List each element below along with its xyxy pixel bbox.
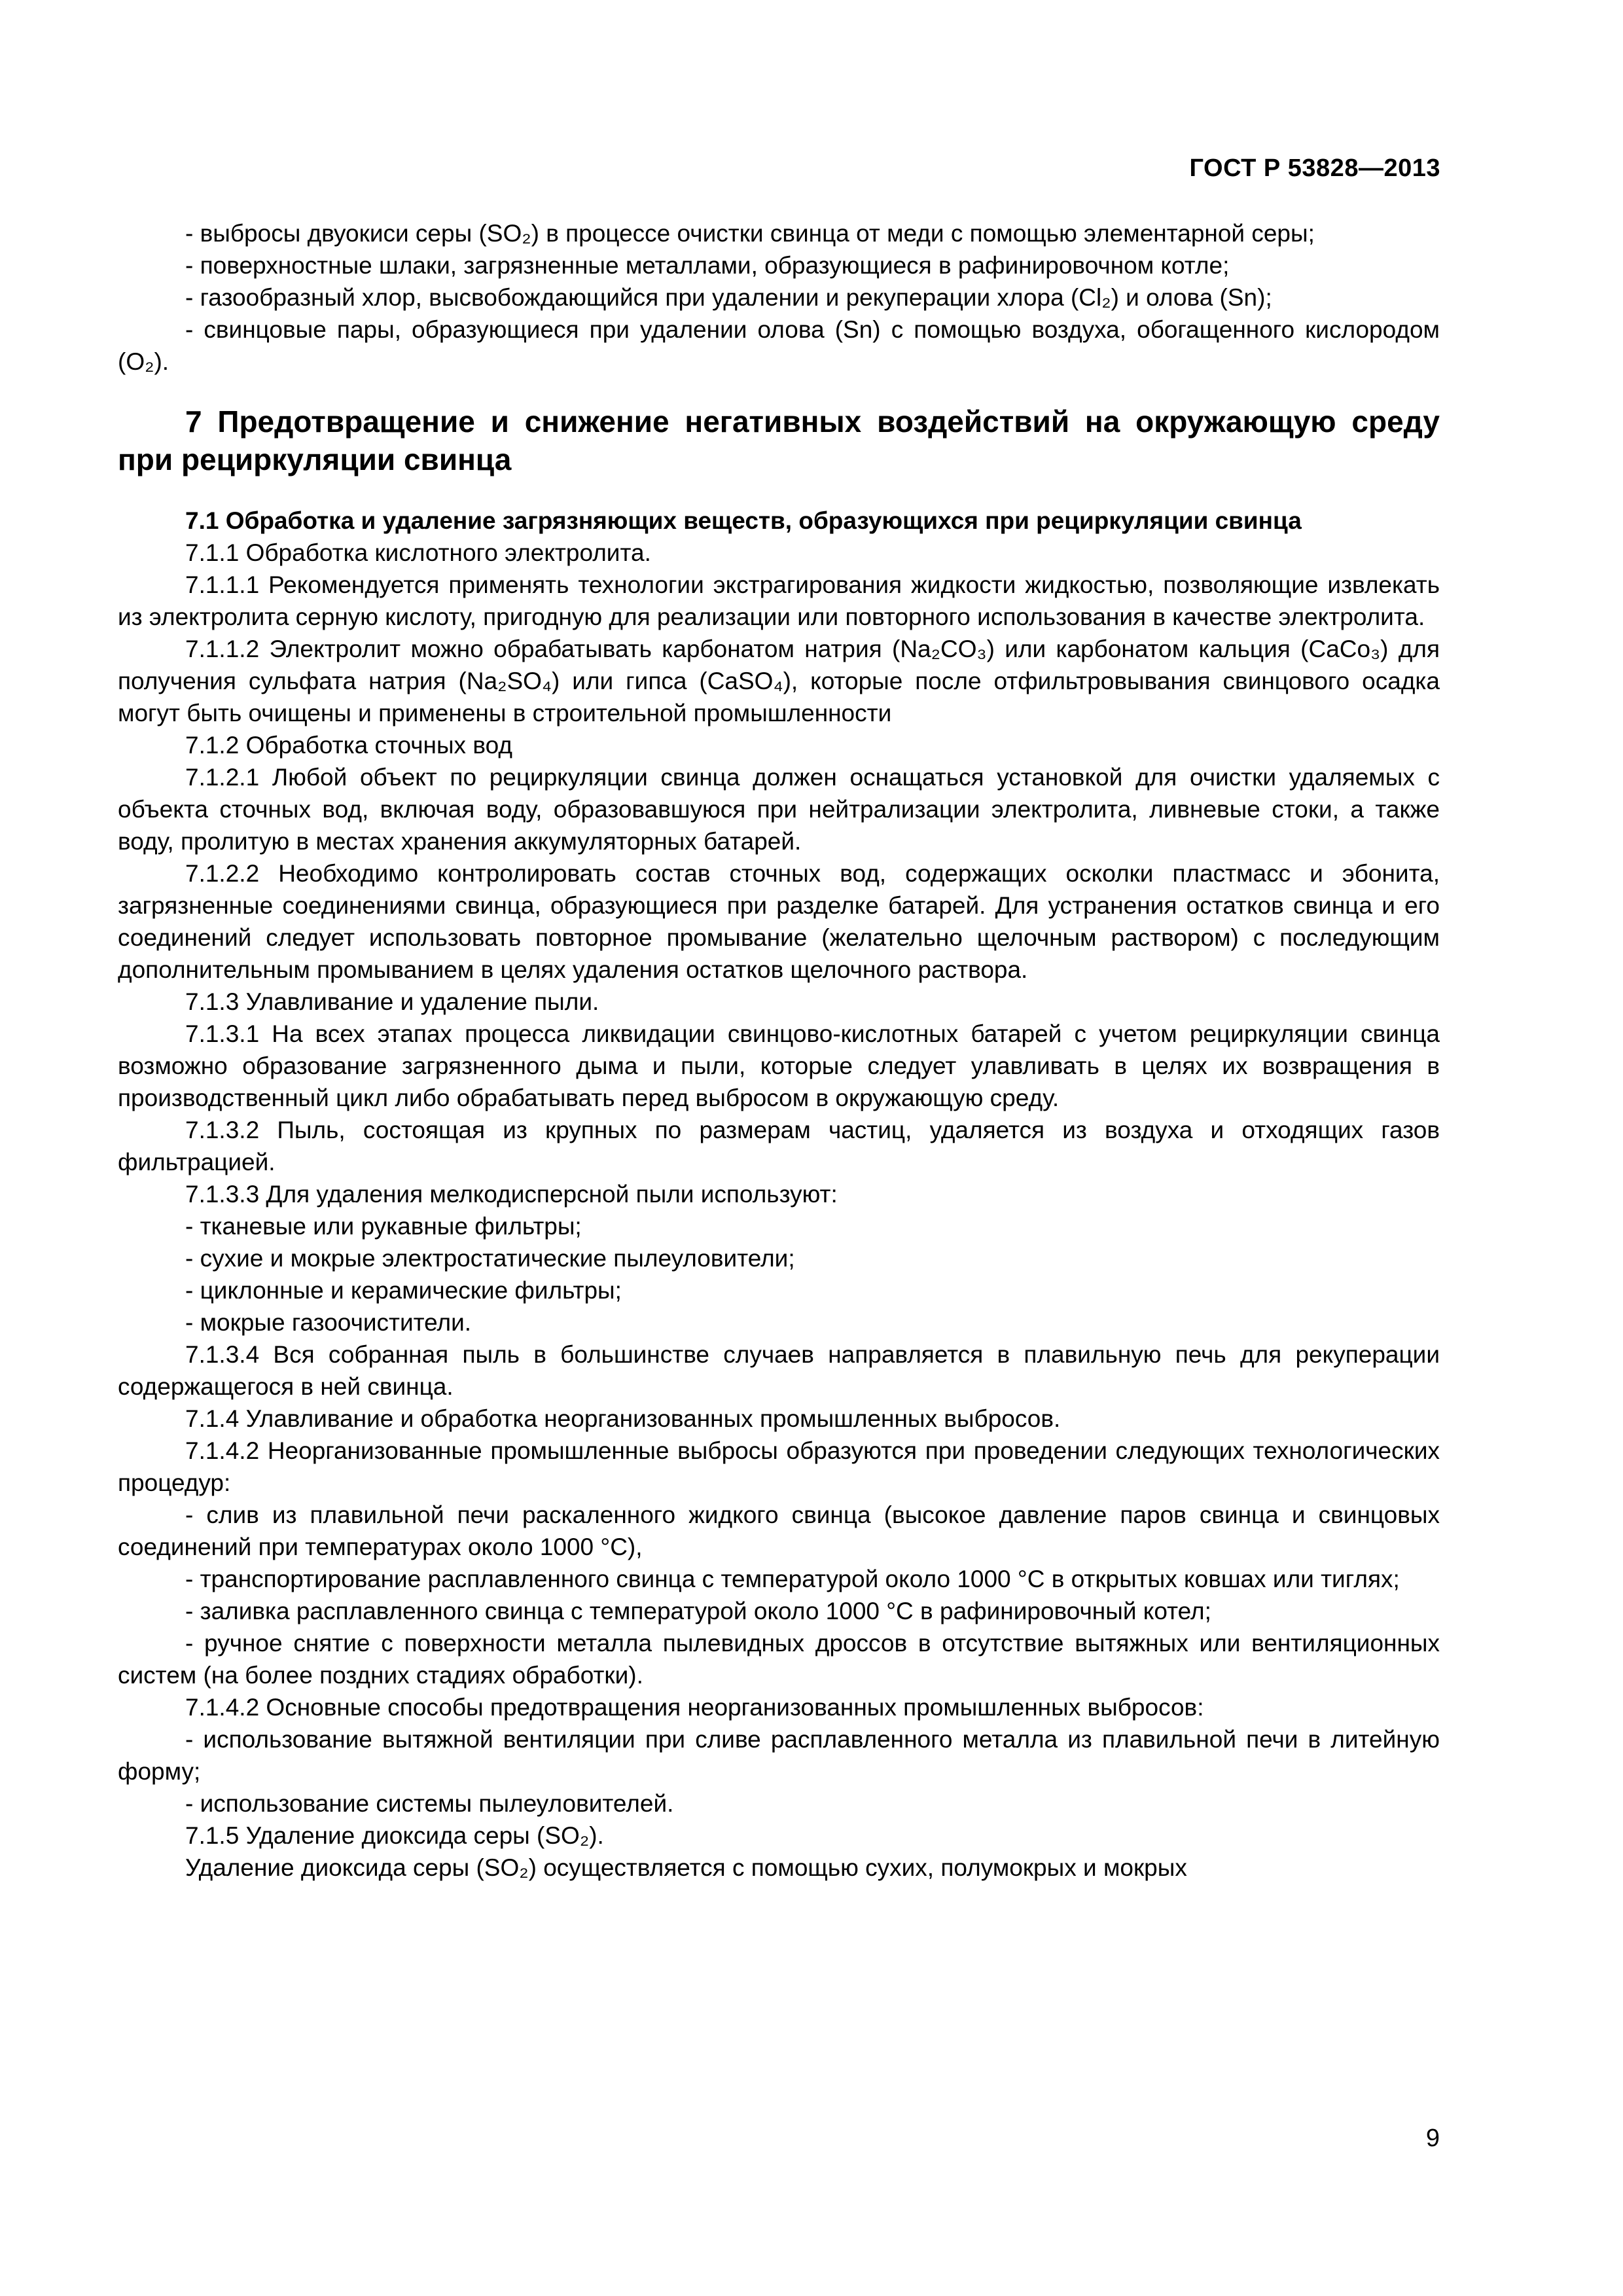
paragraph: 7.1.3.3 Для удаления мелкодисперсной пыли используют: (185, 1181, 838, 1208)
paragraph: - сухие и мокрые электростатические пылеуловители; (185, 1245, 795, 1272)
paragraph: 7.1.1.1 Рекомендуется применять технологии экстрагирования жидкости жидкостью, позволяющие извлекать из электролита серную кислоту, пригодную для реализации или повторного использования в качестве электролита. (118, 571, 1440, 630)
paragraph: 7.1.4.2 Основные способы предотвращения неорганизованных промышленных выбросов: (185, 1694, 1204, 1721)
paragraph: 7.1.5 Удаление диоксида серы (SO₂). (185, 1822, 604, 1849)
paragraph: - транспортирование расплавленного свинца с температурой около 1000 °С в открытых ковшах или тиглях; (185, 1566, 1400, 1592)
paragraph: 7.1.3 Улавливание и удаление пыли. (185, 988, 599, 1015)
paragraph: 7.1.1.2 Электролит можно обрабатывать карбонатом натрия (Na₂CO₃) или карбонатом кальция (CaCo₃) для получения сульфата натрия (Na₂SO₄) или гипса (CaSO₄), которые после отфильтровывания свинцового осадка могут быть очищены и применены в строительной промышленности (118, 636, 1440, 726)
paragraph: - тканевые или рукавные фильтры; (185, 1213, 582, 1240)
paragraph: - циклонные и керамические фильтры; (185, 1277, 622, 1304)
subsection-heading: 7.1 Обработка и удаление загрязняющих веществ, образующихся при рециркуляции свинца (185, 507, 1302, 534)
paragraph: - заливка расплавленного свинца с температурой около 1000 °С в рафинировочный котел; (185, 1598, 1211, 1624)
paragraph: 7.1.4.2 Неорганизованные промышленные выбросы образуются при проведении следующих технологических процедур: (118, 1437, 1440, 1496)
paragraph: 7.1.3.2 Пыль, состоящая из крупных по размерам частиц, удаляется из воздуха и отходящих газов фильтрацией. (118, 1117, 1440, 1175)
section-heading: 7 Предотвращение и снижение негативных воздействий на окружающую среду при рециркуляции свинца (118, 404, 1440, 476)
paragraph: 7.1.1 Обработка кислотного электролита. (185, 539, 651, 566)
document-code: ГОСТ Р 53828—2013 (1189, 154, 1440, 182)
paragraph: - использование вытяжной вентиляции при сливе расплавленного металла из плавильной печи в литейную форму; (118, 1726, 1440, 1785)
paragraph: 7.1.3.1 На всех этапах процесса ликвидации свинцово-кислотных батарей с учетом рециркуляции свинца возможно образование загрязненного дыма и пыли, которые следует улавливать в целях их возвращения в производственный цикл либо обрабатывать перед выбросом в окружающую среду. (118, 1020, 1440, 1111)
paragraph: - поверхностные шлаки, загрязненные металлами, образующиеся в рафинировочном котле; (185, 252, 1230, 279)
paragraph: - использование системы пылеуловителей. (185, 1790, 674, 1817)
document-body (118, 217, 1440, 1884)
paragraph: - слив из плавильной печи раскаленного жидкого свинца (высокое давление паров свинца и свинцовых соединений при температурах около 1000 °С), (118, 1501, 1440, 1560)
paragraph: 7.1.2 Обработка сточных вод (185, 732, 512, 759)
paragraph: - свинцовые пары, образующиеся при удалении олова (Sn) с помощью воздуха, обогащенного кислородом (O₂). (118, 316, 1440, 375)
paragraph: 7.1.2.1 Любой объект по рециркуляции свинца должен оснащаться установкой для очистки удаляемых с объекта сточных вод, включая воду, образовавшуюся при нейтрализации электролита, ливневые стоки, а также воду, пролитую в местах хранения аккумуляторных батарей. (118, 764, 1440, 855)
paragraph: - ручное снятие с поверхности металла пылевидных дроссов в отсутствие вытяжных или вентиляционных систем (на более поздних стадиях обработки). (118, 1630, 1440, 1689)
page-number: 9 (1425, 2125, 1440, 2152)
paragraph: - газообразный хлор, высвобождающийся при удалении и рекуперации хлора (Cl₂) и олова (Sn); (185, 284, 1272, 311)
paragraph: 7.1.3.4 Вся собранная пыль в большинстве случаев направляется в плавильную печь для рекуперации содержащегося в ней свинца. (118, 1341, 1440, 1400)
paragraph: - мокрые газоочистители. (185, 1309, 472, 1336)
paragraph: 7.1.2.2 Необходимо контролировать состав сточных вод, содержащих осколки пластмасс и эбонита, загрязненные соединениями свинца, образующиеся при разделке батарей. Для устранения остатков свинца и его соединений следует использовать повторное промывание (желательно щелочным раствором) с последующим дополнительным промыванием в целях удаления остатков щелочного раствора. (118, 860, 1440, 983)
paragraph: Удаление диоксида серы (SO₂) осуществляется с помощью сухих, полумокрых и мокрых (185, 1854, 1187, 1881)
paragraph: 7.1.4 Улавливание и обработка неорганизованных промышленных выбросов. (185, 1405, 1061, 1432)
paragraph: - выбросы двуокиси серы (SO₂) в процессе очистки свинца от меди с помощью элементарной серы; (185, 220, 1315, 247)
